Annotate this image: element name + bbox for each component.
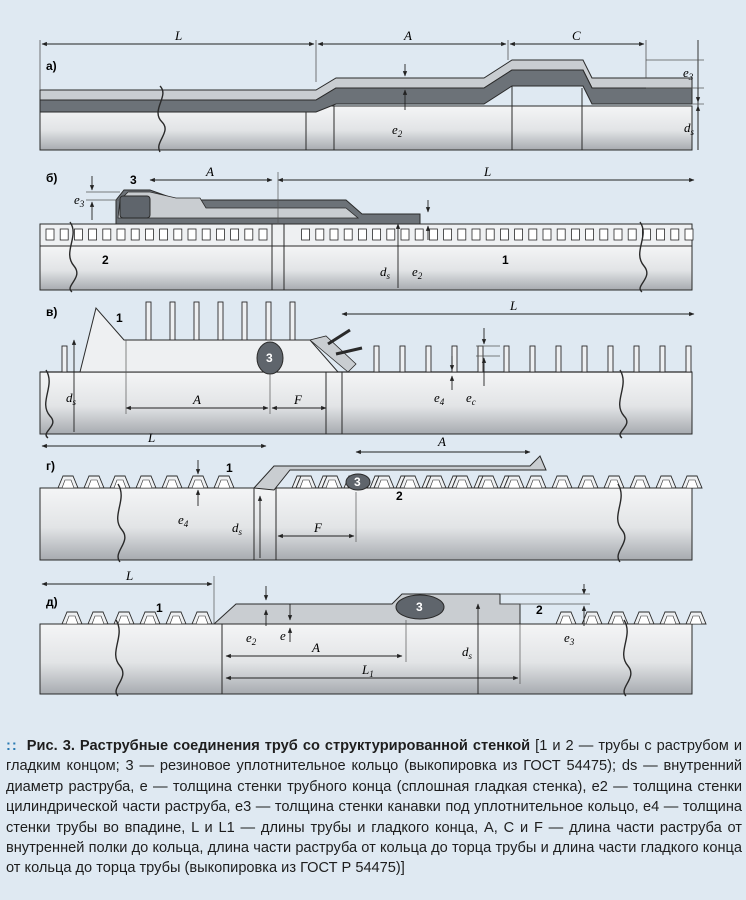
wall-cell [415,229,423,240]
pipe-rib [478,346,483,372]
wall-cell [671,229,679,240]
wall-cell [500,229,508,240]
wall-cell [89,229,97,240]
dim-ec-v: $e_c$ [466,390,476,407]
wall-cell [302,229,310,240]
wall-cell [74,229,82,240]
panel-label-b: б) [46,171,58,185]
panel-label-a: а) [46,59,57,73]
pipe-rib [634,346,639,372]
dim-e2-d: $e_2$ [246,630,257,647]
wall-cell [117,229,125,240]
wall-cell [259,229,267,240]
wall-cell [344,229,352,240]
dim-L-a: L [175,28,183,43]
wall-cell [103,229,111,240]
wall-cell [46,229,54,240]
pipe-marker-2-g: 2 [396,489,403,503]
pipe-marker-1-v: 1 [116,311,123,325]
caption-lead: Рис. 3. [26,738,75,754]
socket-rib [146,302,151,340]
wall-cell [216,229,224,240]
ring-marker-d: 3 [416,600,423,614]
pipe-bore [40,246,692,290]
panel-label-d: д) [46,595,58,609]
wall-cell [429,229,437,240]
wall-cell [231,229,239,240]
ring-marker-v: 3 [266,351,273,365]
pipe-rib [62,346,67,372]
pipe-rib [608,346,613,372]
panel-v [40,298,694,438]
pipe-rib [530,346,535,372]
pipe-marker-2-d: 2 [536,603,543,617]
wall-cell [472,229,480,240]
dim-e-d: e [280,628,286,643]
panel-g [40,430,702,562]
wall-cell [458,229,466,240]
seal-ring [120,196,150,218]
pipe-rib [374,346,379,372]
dim-ds-v: $d_s$ [66,390,77,407]
dim-A-a: A [404,28,412,43]
dim-ds-g: $d_s$ [232,520,243,537]
pipe-marker-1-d: 1 [156,601,163,615]
wall-cell [543,229,551,240]
wall-cell [401,229,409,240]
pipe-bore [40,624,692,694]
dim-L-b: L [484,164,492,179]
panel-label-g: г) [46,459,55,473]
pipe-bore [40,488,692,560]
panel-label-v: в) [46,305,58,319]
dim-L-d: L [126,568,134,583]
caption-title: Раструбные соединения труб со структурированной стенкой [79,738,531,754]
dim-e4-v: $e_4$ [434,390,445,407]
wall-cell [145,229,153,240]
dim-e3-b: $e_3$ [74,192,85,209]
wall-cell [628,229,636,240]
wall-cell [358,229,366,240]
dim-ds-b: $d_s$ [380,264,391,281]
pipe-corrugations [58,476,702,488]
wall-cell [131,229,139,240]
dim-A-b: A [206,164,214,179]
ring-marker-g: 3 [354,475,361,489]
wall-cell [316,229,324,240]
pipe-bore [40,372,692,434]
wall-cell [571,229,579,240]
ring-marker-b: 3 [130,173,137,187]
dim-A-v: A [193,392,201,407]
socket-rib [242,302,247,340]
figure-bullet-icon: :: [6,738,18,754]
wall-cell [330,229,338,240]
wall-cell [188,229,196,240]
pipe-rib [556,346,561,372]
wall-cell [657,229,665,240]
dim-A-d: A [312,640,320,655]
panel-d [40,568,706,696]
figure-caption [6,736,742,879]
socket-rib [194,302,199,340]
wall-cell [245,229,253,240]
dim-L1-d: $L_1$ [362,662,374,679]
wall-cell [373,229,381,240]
pipe-rib [504,346,509,372]
wall-cell [160,229,168,240]
wall-cell [586,229,594,240]
dim-e2-b: $e_2$ [412,264,423,281]
socket-rib [170,302,175,340]
wall-cell [444,229,452,240]
pipe-rib [686,346,691,372]
wall-cell [614,229,622,240]
caption-body: [1 и 2 — трубы с раструбом и гладким концом; 3 — резиновое уплотнительное кольцо (выкопировка из ГОСТ 54475); ds — внутренний диаметр раструба, e — толщина стенки трубного конца (сплошная гладкая стенка), e2 — толщина стенки цилиндрической части раструба, e3 — толщина стенки канавки под уплотнительное кольцо, e4 — толщина стенки трубы во впадине, L и L1 — длины трубы и гладкого конца, A, C и F — длина части раструба от внутренней полки до кольца, длина части раструба от кольца до торца трубы и длина части гладкого конца от кольца до торца трубы (выкопировка из ГОСТ Р 54475)] [6,738,742,877]
socket-rib [290,302,295,340]
socket-ribs [146,302,295,340]
dim-e4-g: $e_4$ [178,512,189,529]
wall-cell [557,229,565,240]
pipe-marker-2-b: 2 [102,253,109,267]
dim-L-v: L [510,298,518,313]
pipe-rib [660,346,665,372]
pipe-bore [40,106,692,150]
dim-L-g: L [148,430,156,445]
pipe-rib [426,346,431,372]
wall-cell [515,229,523,240]
dim-e2-a: $e_2$ [392,122,403,139]
wall-cell [685,229,693,240]
wall-cell [202,229,210,240]
dim-ds-d: $d_s$ [462,644,473,661]
pipe-rib [582,346,587,372]
dim-F-v: F [294,392,302,407]
panel-b [40,164,694,292]
wall-cell [60,229,68,240]
wall-cell [486,229,494,240]
socket-rib [266,302,271,340]
dim-e3-d: $e_3$ [564,630,575,647]
socket-rib [218,302,223,340]
pipe-marker-1-g: 1 [226,461,233,475]
pipe-marker-1-b: 1 [502,253,509,267]
dim-C-a: C [572,28,581,43]
wall-cell [529,229,537,240]
wall-cell [387,229,395,240]
wall-cell [174,229,182,240]
dim-ds-a: $d_s$ [684,120,695,137]
socket-wall [214,594,520,624]
pipe-rib [400,346,405,372]
pipe-rib [452,346,457,372]
dim-A-g: A [438,434,446,449]
dim-e3-a: $e_3$ [683,65,694,82]
wall-cell [600,229,608,240]
panel-a [40,28,704,152]
dim-F-g: F [314,520,322,535]
